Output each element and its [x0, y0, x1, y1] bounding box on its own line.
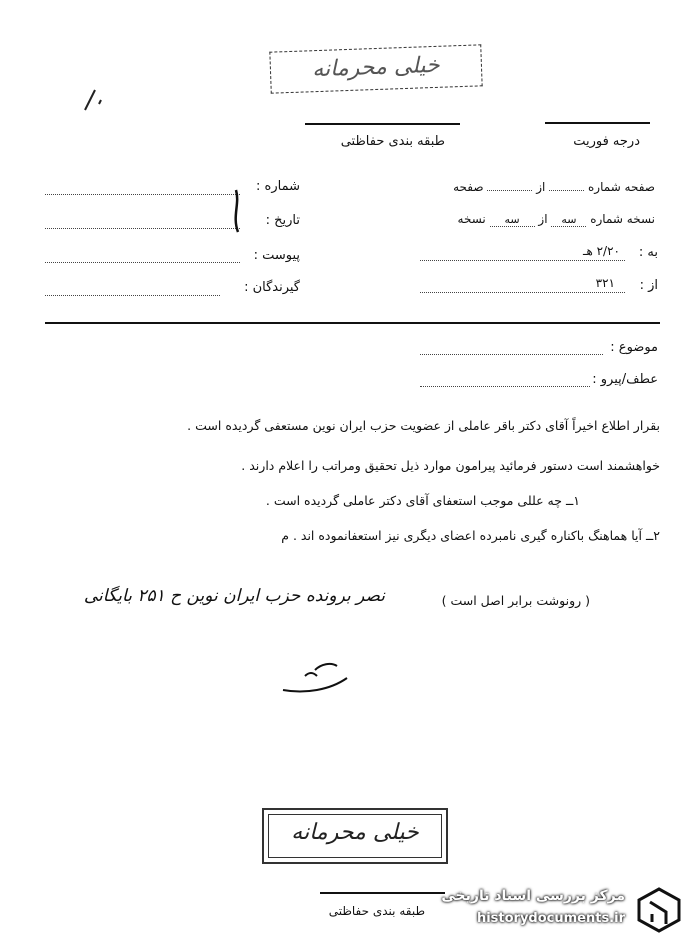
- classification-label: طبقه بندی حفاظتی: [340, 134, 445, 149]
- footer-rule: [320, 892, 445, 894]
- number-label: شماره :: [256, 179, 300, 194]
- signature-icon: [275, 650, 355, 700]
- subject-field-line: [420, 354, 603, 355]
- header-divider: [45, 322, 660, 324]
- reference-label: عطف/پیرو :: [592, 372, 658, 387]
- number-field-line: [45, 194, 240, 195]
- from-value: ۳۲۱: [560, 276, 615, 290]
- classification-top-rule: [305, 123, 460, 125]
- reference-field-line: [420, 386, 590, 387]
- page-total-label: صفحه: [453, 180, 484, 194]
- copy-total-label: نسخه: [457, 212, 486, 226]
- copy-total-value: سه: [490, 213, 535, 227]
- handwritten-note: نصر برونده حزب ایران نوین ح ۲۵۱ بایگانی: [83, 586, 385, 606]
- recipients-label: گیرندگان :: [244, 280, 300, 295]
- date-handwritten-mark-icon: [228, 186, 248, 236]
- top-stamp-text: خیلی محرمانه: [311, 52, 441, 83]
- to-field-line: [420, 260, 625, 261]
- attachment-label: پیوست :: [253, 248, 300, 263]
- copy-number-value: سه: [551, 213, 586, 227]
- page-of-label: از: [536, 180, 546, 194]
- watermark-org-name: مرکز بررسی اسناد تاریخی: [441, 888, 625, 904]
- top-classification-stamp: [269, 44, 482, 93]
- urgency-top-rule: [545, 122, 650, 124]
- corner-mark-icon: [75, 80, 115, 120]
- copy-number-label: نسخه شماره: [590, 212, 655, 226]
- bottom-classification-stamp: [262, 808, 448, 864]
- date-field-line: [45, 228, 240, 229]
- body-item-2: ۲ــ آیا هماهنگ باکناره گیری نامبرده اعضای دیگری نیز استعفانموده اند . م: [281, 528, 660, 543]
- watermark-logo-icon: [636, 886, 682, 934]
- from-label: از :: [639, 278, 658, 293]
- to-label: به :: [638, 245, 658, 260]
- copy-of-label: از: [538, 212, 548, 226]
- copy-number-row: [420, 212, 655, 227]
- urgency-label: درجه فوریت: [573, 134, 640, 149]
- body-item-1: ۱ــ چه عللی موجب استعفای آقای دکتر عاملی گردیده است .: [265, 493, 580, 508]
- page-number-row: [420, 180, 655, 194]
- recipients-field-line: [45, 295, 220, 296]
- bottom-stamp-text: خیلی محرمانه: [291, 820, 419, 845]
- to-value: ۲/۲۰ هـ: [540, 244, 620, 258]
- body-line-2: خواهشمند است دستور فرمائید پیرامون موارد ذیل تحقیق ومراتب را اعلام دارند .: [241, 458, 660, 473]
- page-number-label: صفحه شماره: [588, 180, 655, 194]
- body-line-1: بقرار اطلاع اخیراً آقای دکتر باقر عاملی از عضویت حزب ایران نوین مستعفی گردیده است .: [187, 418, 660, 433]
- date-label: تاریخ :: [265, 213, 300, 228]
- attachment-field-line: [45, 262, 240, 263]
- copy-note: ( رونوشت برابر اصل است ): [441, 593, 590, 608]
- footer-classification-label: طبقه بندی حفاظتی: [328, 904, 425, 918]
- subject-label: موضوع :: [610, 340, 658, 355]
- watermark-url: historydocuments.ir: [476, 911, 625, 926]
- from-field-line: [420, 292, 625, 293]
